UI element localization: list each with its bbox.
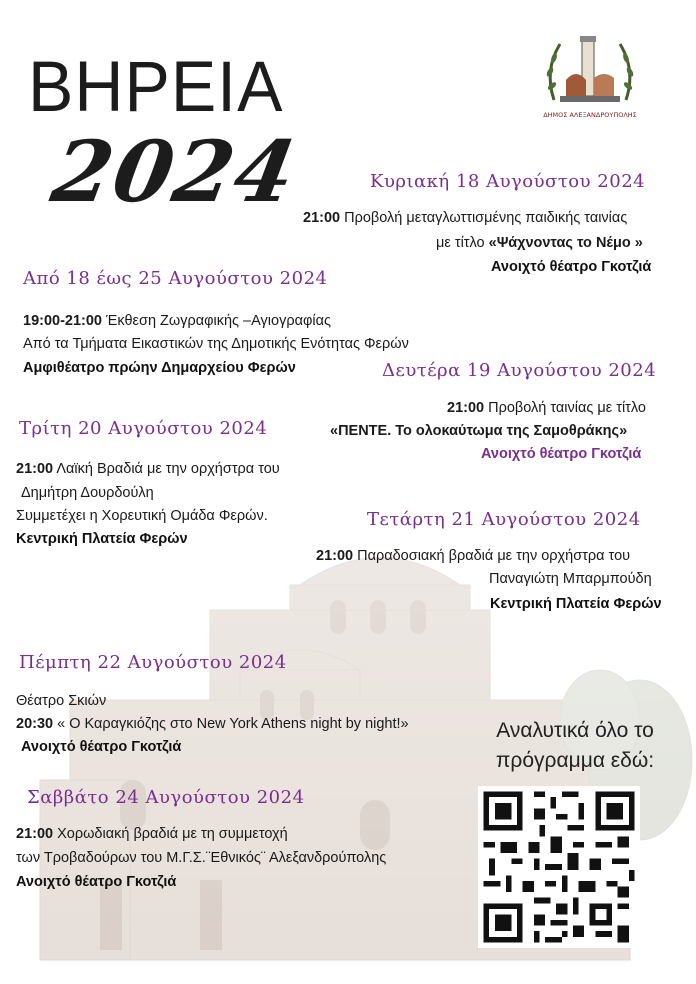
exhibition-description-line2: Από τα Τμήματα Εικαστικών της Δημοτικής Ενότητας Φερών	[23, 336, 409, 352]
wednesday-date-heading: Τετάρτη 21 Αυγούστου 2024	[367, 509, 641, 530]
sunday-venue: Ανοιχτό θέατρο Γκοτζιά	[491, 259, 652, 275]
monday-film-title: «ΠΕΝΤΕ. Το ολοκαύτωμα της Σαμοθράκης»	[330, 423, 628, 439]
tuesday-description-line1: 21:00 Λαϊκή Βραδιά με την ορχήστρα του	[16, 461, 280, 477]
municipality-logo-text: ΔΗΜΟΣ ΑΛΕΞΑΝΔΡΟΥΠΟΛΗΣ	[543, 111, 637, 119]
wednesday-description-line2: Παναγιώτη Μπαρμπούδη	[489, 571, 652, 587]
qr-code-icon[interactable]	[478, 786, 640, 948]
monday-date-heading: Δευτέρα 19 Αυγούστου 2024	[382, 360, 657, 381]
monday-venue: Ανοιχτό θέατρο Γκοτζιά	[481, 446, 642, 462]
sunday-description-line1: 21:00 Προβολή μεταγλωττισμένης παιδικής ταινίας	[303, 210, 628, 226]
tuesday-time: 21:00	[16, 461, 54, 477]
saturday-description-line2: των Τροβαδούρων του Μ.Γ.Σ.¨Εθνικός¨ Αλεξανδρούπολης	[16, 850, 387, 866]
tuesday-description-line2: Δημήτρη Δουρδούλη	[21, 485, 154, 501]
thursday-description-line1: Θέατρο Σκιών	[16, 693, 107, 709]
exhibition-time: 19:00-21:00	[23, 313, 102, 329]
tuesday-description-line3: Συμμετέχει η Χορευτική Ομάδα Φερών.	[16, 508, 268, 524]
poster-year: 2024	[45, 122, 305, 221]
exhibition-date-heading: Από 18 έως 25 Αυγούστου 2024	[23, 268, 328, 289]
sunday-time: 21:00	[303, 210, 341, 226]
tuesday-date-heading: Τρίτη 20 Αυγούστου 2024	[19, 418, 268, 439]
saturday-time: 21:00	[16, 826, 54, 842]
thursday-description-line2: 20:30 « Ο Καραγκιόζης στο New York Athens night by night!»	[16, 716, 409, 732]
wednesday-venue: Κεντρική Πλατεία Φερών	[490, 596, 662, 612]
qr-label-line2: πρόγραμμα εδώ:	[495, 749, 655, 772]
monday-description-line1: 21:00 Προβολή ταινίας με τίτλο	[447, 400, 646, 416]
sunday-date-heading: Κυριακή 18 Αυγούστου 2024	[370, 171, 646, 192]
thursday-time: 20:30	[16, 716, 54, 732]
poster-title: ΒΗΡΕΙΑ	[28, 47, 284, 127]
sunday-film-title: «Ψάχνοντας το Νέμο »	[488, 235, 643, 251]
municipality-logo-icon	[540, 30, 640, 122]
exhibition-venue: Αμφιθέατρο πρώην Δημαρχείου Φερών	[23, 360, 296, 376]
wednesday-time: 21:00	[316, 548, 354, 564]
qr-label	[470, 716, 680, 776]
tuesday-venue: Κεντρική Πλατεία Φερών	[16, 531, 188, 547]
monday-time: 21:00	[447, 400, 485, 416]
saturday-description-line1: 21:00 Χορωδιακή βραδιά με τη συμμετοχή	[16, 826, 288, 842]
wednesday-description-line1: 21:00 Παραδοσιακή βραδιά με την ορχήστρα του	[316, 548, 631, 564]
saturday-venue: Ανοιχτό θέατρο Γκοτζιά	[16, 874, 177, 890]
thursday-date-heading: Πέμπτη 22 Αυγούστου 2024	[19, 652, 287, 673]
thursday-venue: Ανοιχτό θέατρο Γκοτζιά	[21, 739, 182, 755]
sunday-description-line2: με τίτλο «Ψάχνοντας το Νέμο »	[436, 235, 643, 251]
exhibition-description-line1: 19:00-21:00 Έκθεση Ζωγραφικής –Αγιογραφίας	[23, 313, 331, 329]
qr-label-line1: Αναλυτικά όλο το	[496, 719, 654, 742]
saturday-date-heading: Σαββάτο 24 Αυγούστου 2024	[27, 787, 305, 808]
